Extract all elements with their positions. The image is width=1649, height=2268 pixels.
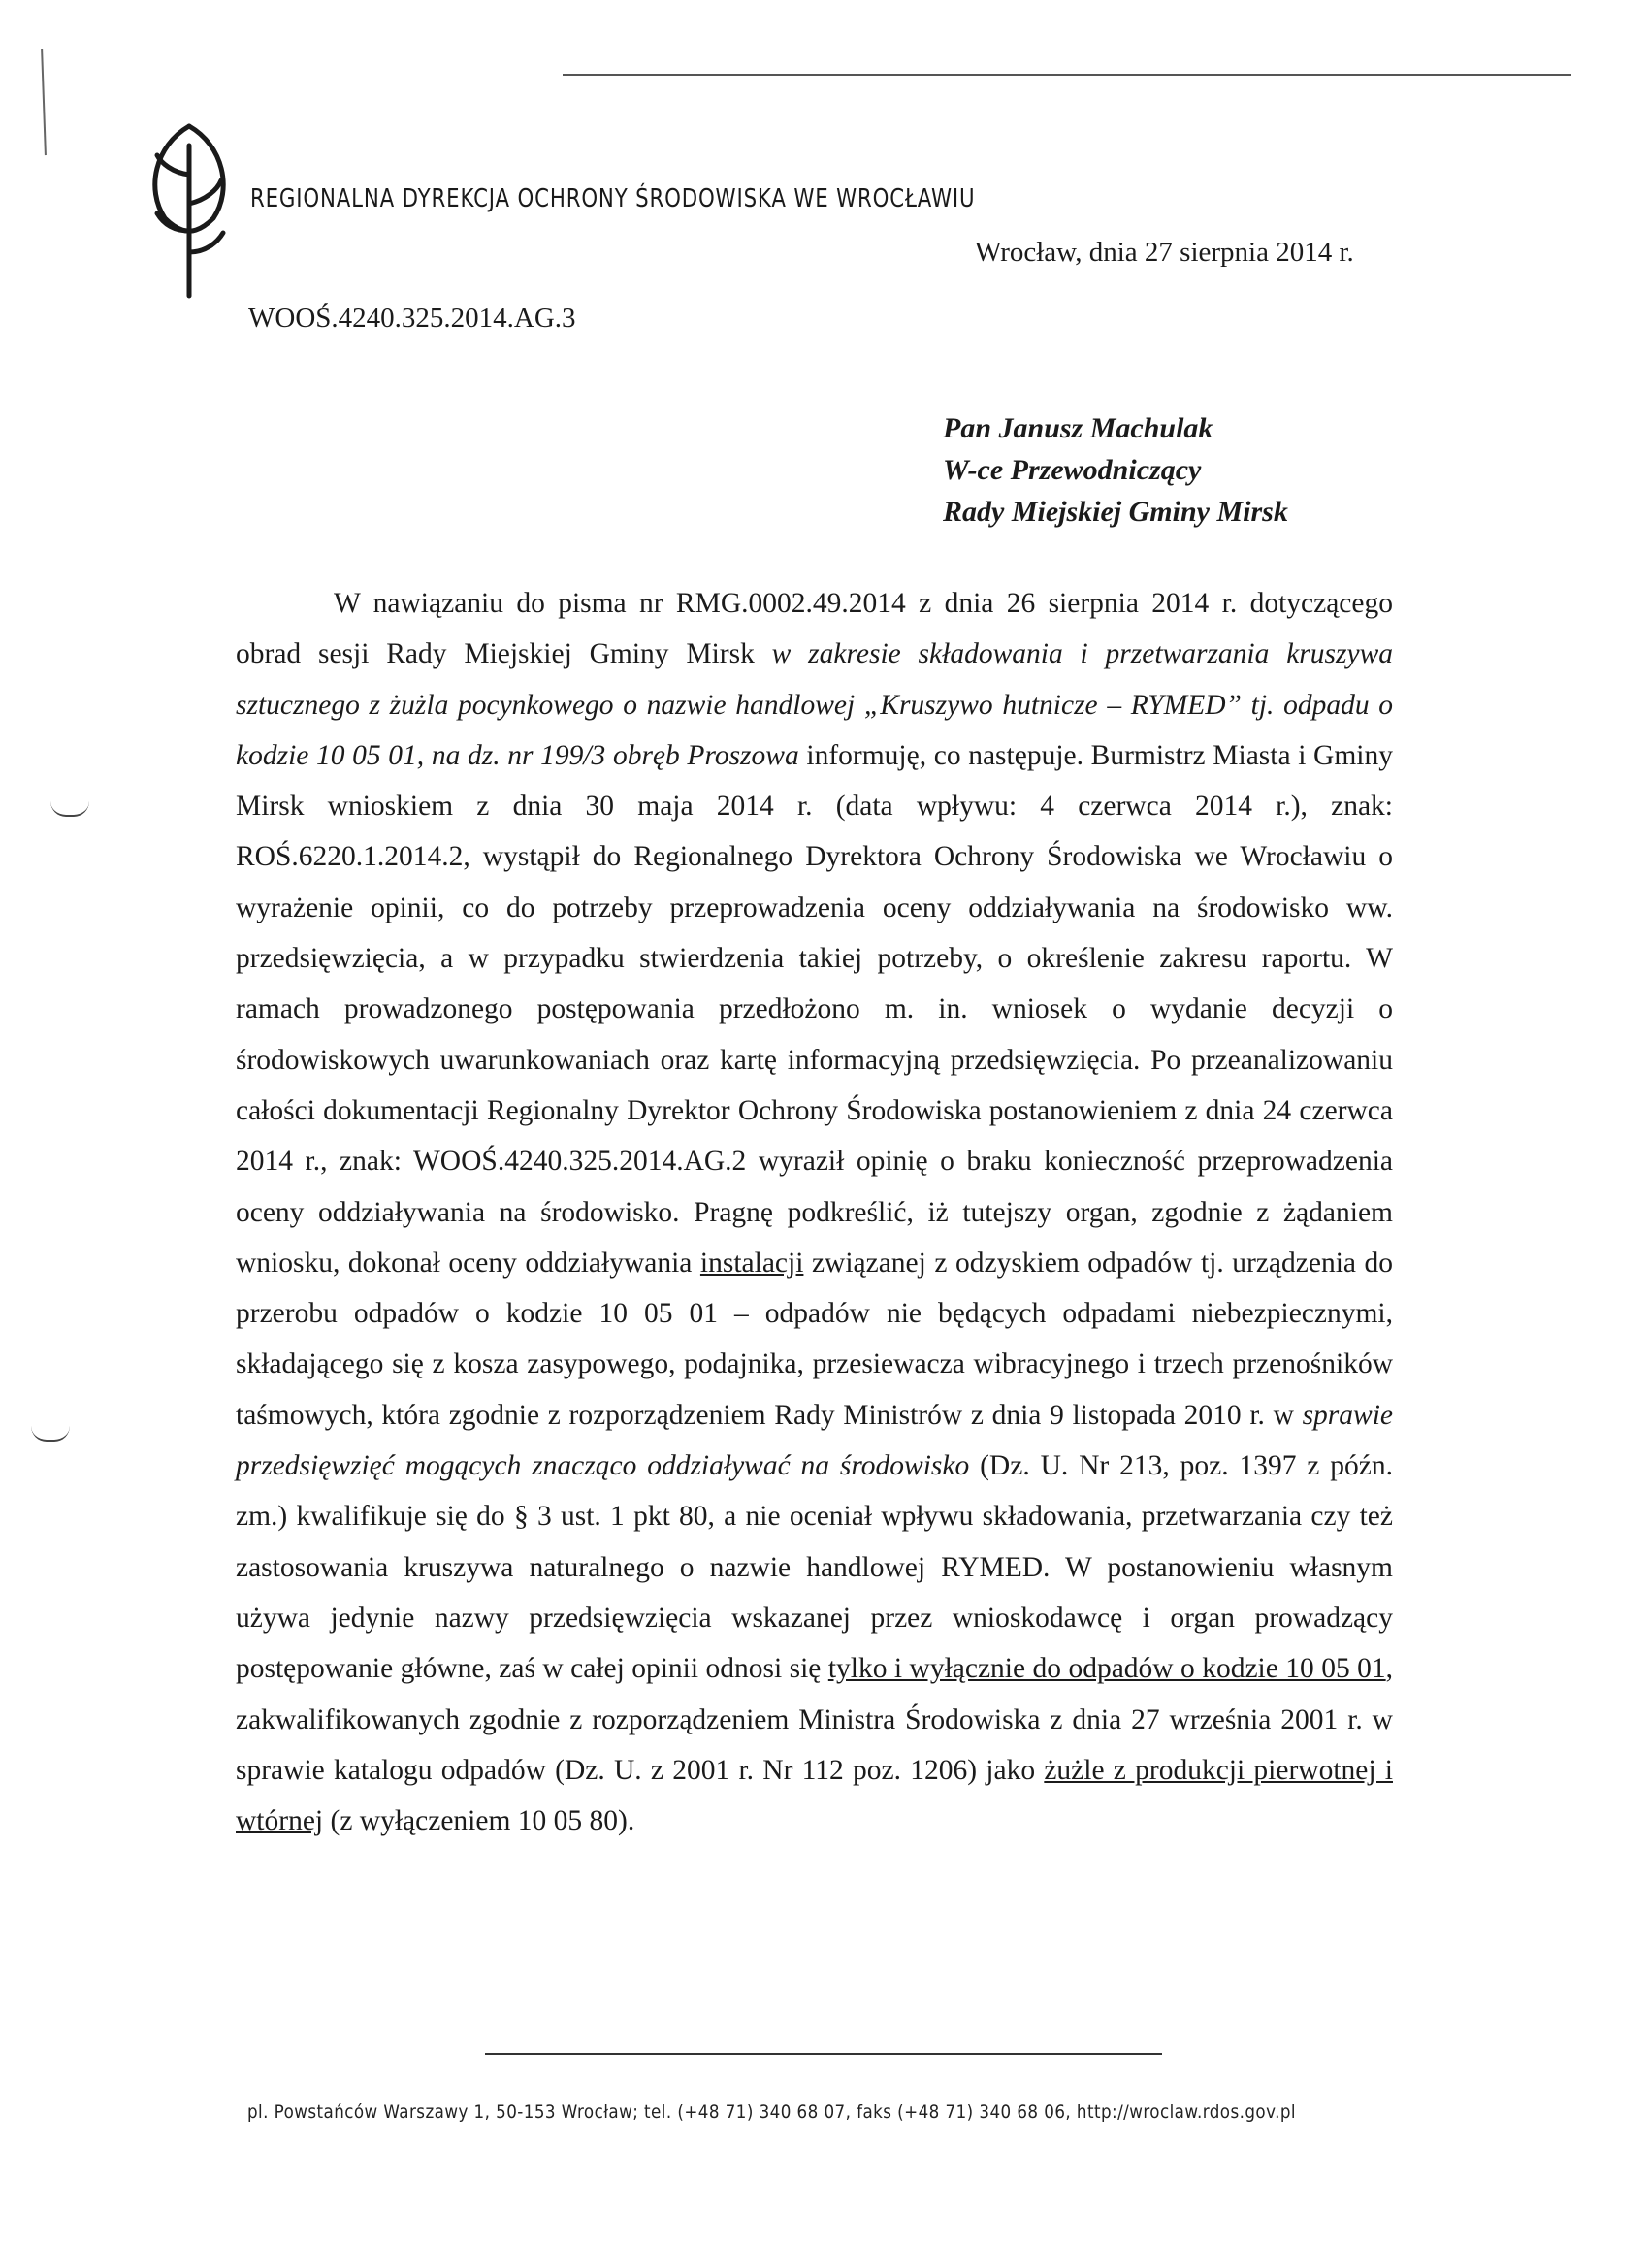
punch-hole-mark: [31, 1426, 70, 1442]
body-text-segment: (z wyłączeniem 10 05 80).: [330, 1805, 635, 1837]
leaf-logo-icon: [136, 116, 242, 301]
recipient-name: Pan Janusz Machulak: [943, 412, 1213, 444]
body-text-segment: związanej z odzyskiem odpadów tj. urządzenia do przerobu odpadów o kodzie 10 05 01 – odpadów nie będących odpadami niebezpiecznymi, składającego się z kosza zasypowego, podajnika, przesiewacza wibracyjnego i trzech przenośników taśmowych, która zgodnie z rozporządzeniem Rady Ministrów z dnia 9 listopada 2010 r. w: [236, 1247, 1393, 1431]
punch-hole-mark: [50, 801, 89, 817]
body-underlined-segment: żużle z produkcji pierwotnej i wtórnej: [236, 1754, 1393, 1837]
recipient-organization: Rady Miejskiej Gminy Mirsk: [943, 496, 1288, 528]
body-paragraph: [236, 578, 1393, 1846]
letter-body: [236, 578, 1393, 1846]
body-text-segment: , zakwalifikowanych zgodnie z rozporządzeniem Ministra Środowiska z dnia 27 września 2001 r. w sprawie katalogu odpadów (Dz. U. z 2001 r. Nr 112 poz. 1206) jako: [236, 1653, 1393, 1786]
body-italic-segment: sprawie przedsięwzięć mogących znacząco oddziaływać na środowisko: [236, 1399, 1394, 1482]
agency-name: REGIONALNA DYREKCJA OCHRONY ŚRODOWISKA WE WROCŁAWIU: [250, 184, 976, 213]
body-italic-segment: w zakresie składowania i przetwarzania kruszywa sztucznego z żużla pocynkowego o nazwie handlowej „Kruszywo hutnicze – RYMED” tj. odpadu o kodzie 10 05 01, na dz. nr 199/3 obręb Proszowa: [236, 638, 1393, 771]
recipient-title: W-ce Przewodniczący: [943, 454, 1202, 486]
recipient-block: [943, 407, 1288, 533]
scan-edge-line: [563, 74, 1571, 76]
reference-number: WOOŚ.4240.325.2014.AG.3: [248, 303, 576, 334]
body-underlined-segment: tylko i wyłącznie do odpadów o kodzie 10 05 01: [827, 1653, 1386, 1685]
letter-date: Wrocław, dnia 27 sierpnia 2014 r.: [975, 237, 1354, 268]
scan-edge-mark: [41, 49, 50, 155]
footer-divider: [485, 2053, 1162, 2055]
body-text-segment: W nawiązaniu do pisma nr RMG.0002.49.2014 z dnia 26 sierpnia 2014 r. dotyczącego obrad sesji Rady Miejskiej Gminy Mirsk: [236, 588, 1393, 670]
body-text-segment: informuję, co następuje. Burmistrz Miasta i Gminy Mirsk wnioskiem z dnia 30 maja 2014 r. (data wpływu: 4 czerwca 2014 r.), znak: ROŚ.6220.1.2014.2, wystąpił do Regionalnego Dyrektora Ochrony Środowiska we Wrocławiu o wyrażenie opinii, co do potrzeby przeprowadzenia oceny oddziaływania na środowisko ww. przedsięwzięcia, a w przypadku stwierdzenia takiej potrzeby, o określenie zakresu raportu. W ramach prowadzonego postępowania przedłożono m. in. wniosek o wydanie decyzji o środowiskowych uwarunkowaniach oraz kartę informacyjną przedsięwzięcia. Po przeanalizowaniu całości dokumentacji Regionalny Dyrektor Ochrony Środowiska postanowieniem z dnia 24 czerwca 2014 r., znak: WOOŚ.4240.325.2014.AG.2 wyraził opinię o braku konieczność przeprowadzenia oceny oddziaływania na środowisko. Pragnę podkreślić, iż tutejszy organ, zgodnie z żądaniem wniosku, dokonał oceny oddziaływania: [236, 739, 1394, 1279]
body-underlined-segment: instalacji: [699, 1247, 804, 1279]
footer-address: pl. Powstańców Warszawy 1, 50-153 Wrocław; tel. (+48 71) 340 68 07, faks (+48 71) 340 68 06, http://wroclaw.rdos.gov.pl: [247, 2101, 1297, 2122]
body-text-segment: (Dz. U. Nr 213, poz. 1397 z późn. zm.) kwalifikuje się do § 3 ust. 1 pkt 80, a nie oceniał wpływu składowania, przetwarzania czy też zastosowania kruszywa naturalnego o nazwie handlowej RYMED. W postanowieniu własnym używa jedynie nazwy przedsięwzięcia wskazanej przez wnioskodawcę i organ prowadzący postępowanie główne, zaś w całej opinii odnosi się: [236, 1450, 1393, 1685]
